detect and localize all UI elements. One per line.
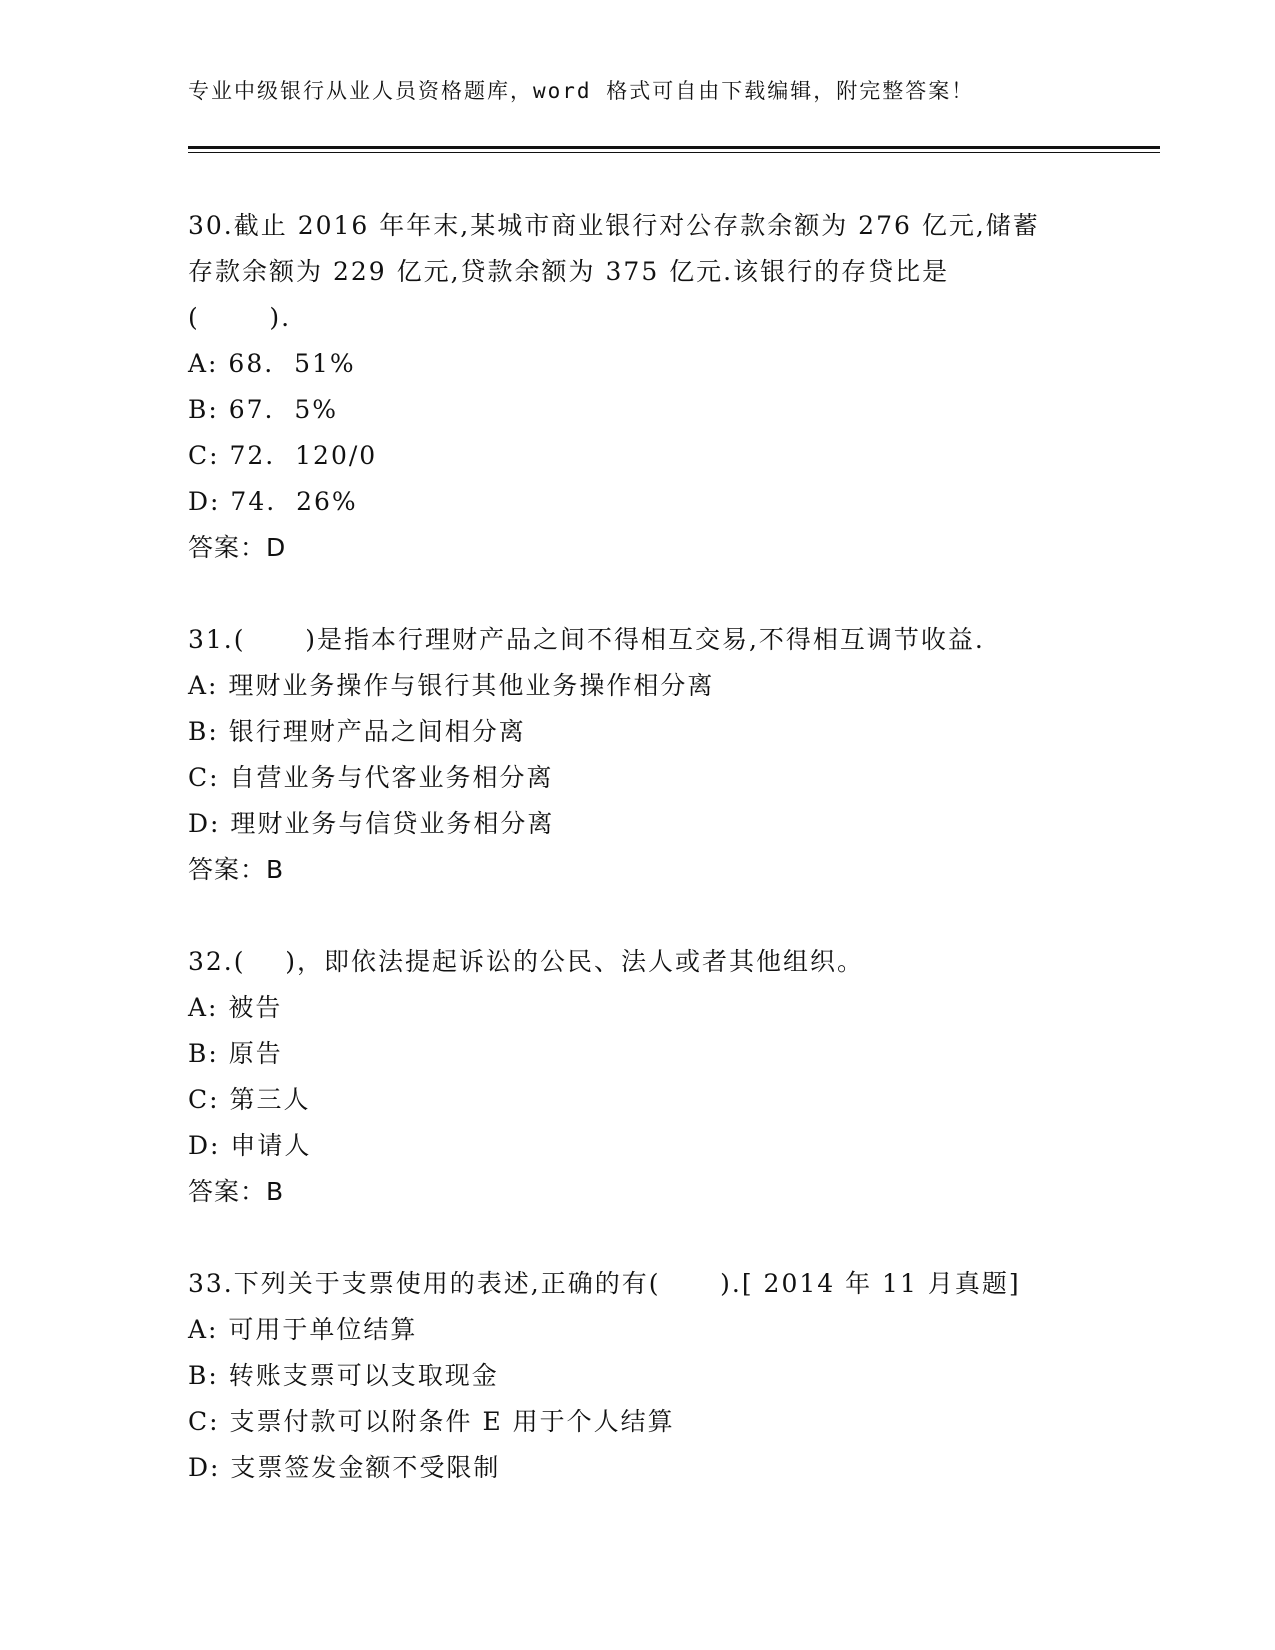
question-stem-line: ( ). [188, 303, 292, 332]
question-stem-line: 30.截止 2016 年年末,某城市商业银行对公存款余额为 276 亿元,储蓄 [188, 211, 1040, 240]
answer-line: 答案：B [188, 1177, 285, 1206]
question-33 [188, 1261, 1088, 1491]
option-a: A: 被告 [188, 993, 283, 1022]
question-stem-line: 32.( )，即依法提起诉讼的公民、法人或者其他组织。 [188, 947, 865, 976]
option-d: D: 理财业务与信贷业务相分离 [188, 809, 555, 838]
question-stem-line: 33.下列关于支票使用的表述,正确的有( ).[ 2014 年 11 月真题] [188, 1269, 1021, 1298]
option-b: B: 67. 5% [188, 395, 339, 424]
option-a: A: 可用于单位结算 [188, 1315, 418, 1344]
page-header: 专业中级银行从业人员资格题库，word 格式可自由下载编辑，附完整答案！ [188, 79, 975, 103]
option-c: C: 自营业务与代客业务相分离 [188, 763, 554, 792]
option-d: D: 74. 26% [188, 487, 358, 516]
option-a: A: 68. 51% [188, 349, 356, 378]
option-b: B: 银行理财产品之间相分离 [188, 717, 526, 746]
question-stem-line: 存款余额为 229 亿元,贷款余额为 375 亿元.该银行的存贷比是 [188, 257, 950, 286]
answer-line: 答案：B [188, 855, 285, 884]
question-31 [188, 617, 1088, 893]
option-c: C: 支票付款可以附条件 E 用于个人结算 [188, 1407, 675, 1436]
question-32 [188, 939, 1088, 1215]
option-b: B: 原告 [188, 1039, 283, 1068]
option-c: C: 第三人 [188, 1085, 311, 1114]
header-divider [188, 146, 1160, 153]
option-a: A: 理财业务操作与银行其他业务操作相分离 [188, 671, 715, 700]
option-d: D: 申请人 [188, 1131, 312, 1160]
option-b: B: 转账支票可以支取现金 [188, 1361, 499, 1390]
answer-line: 答案：D [188, 533, 287, 562]
option-d: D: 支票签发金额不受限制 [188, 1453, 501, 1482]
question-30 [188, 203, 1088, 571]
question-list [188, 203, 1088, 1491]
option-c: C: 72. 120/0 [188, 441, 378, 470]
question-stem-line: 31.( )是指本行理财产品之间不得相互交易,不得相互调节收益. [188, 625, 985, 654]
